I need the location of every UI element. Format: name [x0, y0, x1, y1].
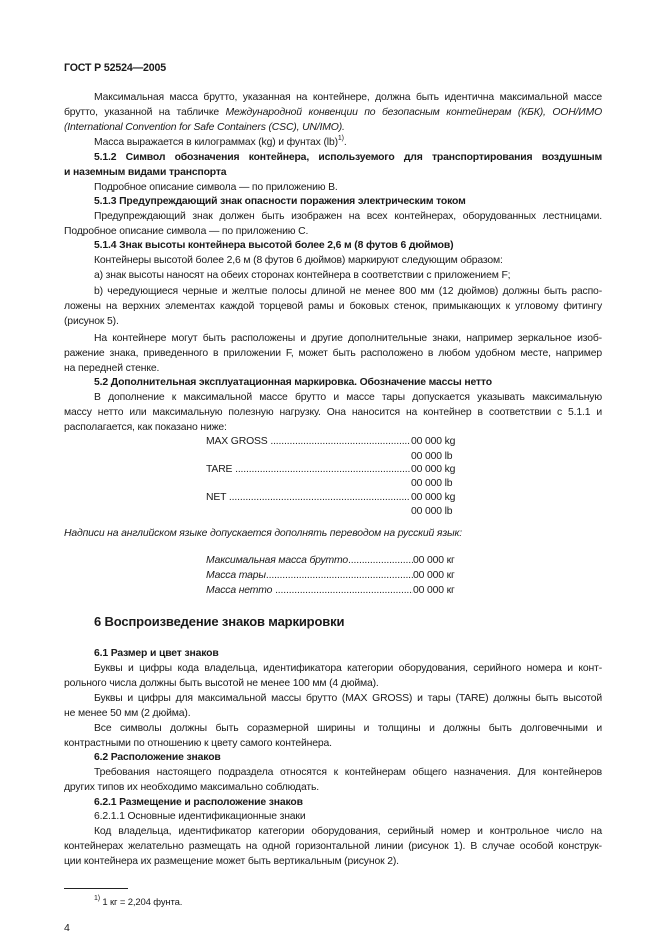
mass-label-ru: Масса тары ..... — [206, 569, 413, 582]
footnote-separator — [64, 888, 128, 889]
subsection-heading: 6.2.1.1 Основные идентификационные знаки — [94, 811, 306, 822]
paragraph-line: контейнерах желательно размещать на одной горизонтальной линии (рисунок 1). В случае особой конструк- — [64, 841, 602, 852]
section-heading: 5.1.4 Знак высоты контейнера высотой более 2,6 м (8 футов 6 дюймов) — [94, 240, 454, 251]
text: брутто, указанной на табличке — [64, 107, 226, 118]
paragraph-line: не менее 50 мм (2 дюйма). — [64, 708, 191, 719]
section-heading: 6.2 Расположение знаков — [94, 752, 221, 763]
mass-label-ru: Максимальная масса брутто ..... — [206, 554, 413, 567]
paragraph-line: располагается, как показано ниже: — [64, 422, 227, 433]
paragraph-line: Предупреждающий знак должен быть изображен на всех контейнерах, оборудованных лестницами. — [94, 211, 602, 222]
footnote-mark: 1) — [94, 895, 100, 902]
mass-label: MAX GROSS ..... — [206, 435, 410, 448]
document-header: ГОСТ Р 52524—2005 — [64, 62, 166, 74]
mass-label: NET ..... — [206, 491, 410, 504]
mass-kg: 00 000 kg — [411, 492, 456, 503]
mass-lb: 00 000 lb — [411, 506, 453, 517]
note-text: Надписи на английском языке допускается дополнять переводом на русский язык: — [64, 528, 462, 539]
section-heading: 5.1.2 Символ обозначения контейнера, используемого для транспортирования воздушным — [94, 152, 602, 163]
paragraph-line — [94, 136, 602, 149]
paragraph-line: Буквы и цифры для максимальной массы брутто (MAX GROSS) и тары (TARE) должны быть высотой — [94, 693, 602, 704]
list-item-a: а) знак высоты наносят на обеих сторонах контейнера в соответствии с приложением F; — [94, 270, 511, 281]
text: . — [343, 137, 347, 148]
chapter-heading: 6 Воспроизведение знаков маркировки — [94, 614, 345, 629]
paragraph-line: массу нетто или максимальную полезную нагрузку. Она наносится на контейнер в соответствии с 5.1.1 и — [64, 407, 602, 418]
section-heading: и наземным видами транспорта — [64, 167, 227, 178]
section-heading: 6.2.1 Размещение и расположение знаков — [94, 797, 303, 808]
footnote-ref: 1) — [337, 135, 344, 142]
paragraph-line: ражение знака, приведенного в приложении F, может быть расположено в любом удобном месте, например — [64, 348, 602, 359]
mass-value-ru: 00 000 кг — [413, 585, 455, 596]
paragraph-line: Подробное описание символа — по приложению C. — [64, 226, 309, 237]
section-heading: 5.1.3 Предупреждающий знак опасности поражения электрическим током — [94, 196, 466, 207]
paragraph-line: В дополнение к максимальной массе брутто и массе тары допускается указывать максимальную — [94, 392, 602, 403]
list-item-b: b) чередующиеся черные и желтые полосы длиной не менее 800 мм (12 дюймов) должны быть распо- — [94, 286, 602, 297]
mass-value-ru: 00 000 кг — [413, 570, 455, 581]
paragraph-line: (International Convention for Safe Containers (CSC), UN/IMO). — [64, 122, 345, 133]
paragraph-line: на передней стенке. — [64, 363, 160, 374]
convention-name: Международной конвенции по безопасным контейнерам (КБК), ООН/ИМО — [225, 107, 603, 118]
text: Масса выражается в килограммах (kg) и фунтах (lb) — [94, 137, 338, 148]
mass-lb: 00 000 lb — [411, 451, 453, 462]
paragraph-line: Код владельца, идентификатор категории оборудования, серийный номер и контрольное число на — [94, 826, 602, 837]
paragraph-line: (рисунок 5). — [64, 316, 119, 327]
paragraph-line: Все символы должны быть соразмерной ширины и толщины и должны быть долговечными и — [94, 723, 602, 734]
paragraph-line: Максимальная масса брутто, указанная на контейнере, должна быть идентична максимальной массе — [94, 92, 602, 103]
paragraph-line: ции контейнера их размещение может быть вертикальным (рисунок 2). — [64, 856, 399, 867]
paragraph-line: Буквы и цифры кода владельца, идентификатора категории оборудования, серийного номера и конт- — [94, 663, 602, 674]
paragraph-line: ложены на верхних элементах каждой торцевой рамы и боковых стенок, примыкающих к угловому фитингу — [64, 301, 602, 312]
paragraph-line — [64, 106, 602, 119]
paragraph-line: Требования настоящего подраздела относятся к контейнерам общего назначения. Для контейнеров — [94, 767, 602, 778]
mass-value-ru: 00 000 кг — [413, 555, 455, 566]
paragraph-line: На контейнере могут быть расположены и другие дополнительные знаки, например зеркальное изоб- — [94, 333, 602, 344]
footnote-text: 1 кг = 2,204 фунта. — [99, 897, 183, 908]
paragraph-line: Подробное описание символа — по приложению B. — [94, 182, 338, 193]
mass-label-ru: Масса нетто ..... — [206, 584, 413, 597]
section-heading: 6.1 Размер и цвет знаков — [94, 648, 219, 659]
page-number: 4 — [64, 922, 70, 934]
paragraph-line: контрастными по отношению к цвету самого контейнера. — [64, 738, 332, 749]
mass-kg: 00 000 kg — [411, 464, 456, 475]
footnote — [94, 897, 182, 908]
mass-lb: 00 000 lb — [411, 478, 453, 489]
mass-label: TARE ..... — [206, 463, 410, 476]
paragraph-line: Контейнеры высотой более 2,6 м (8 футов 6 дюймов) маркируют следующим образом: — [94, 255, 503, 266]
section-heading: 5.2 Дополнительная эксплуатационная маркировка. Обозначение массы нетто — [94, 377, 492, 388]
paragraph-line: других типов их необходимо максимально соблюдать. — [64, 782, 319, 793]
mass-kg: 00 000 kg — [411, 436, 456, 447]
paragraph-line: рольного числа должны быть высотой не менее 100 мм (4 дюйма). — [64, 678, 379, 689]
